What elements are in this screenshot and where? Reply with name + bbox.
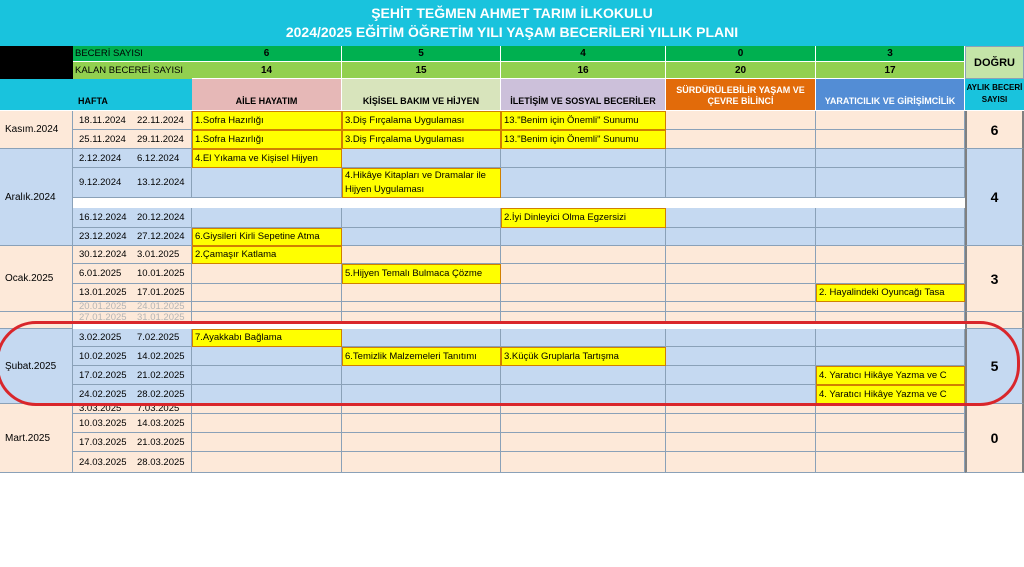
week-start: 24.03.2025	[79, 457, 127, 468]
activity-cell[interactable]: 6.Temizlik Malzemeleri Tanıtımı	[342, 347, 501, 366]
week-start: 17.03.2025	[79, 437, 127, 448]
empty-cell[interactable]	[666, 452, 816, 473]
activity-cell[interactable]: 2. Hayalindeki Oyuncağı Tasa	[816, 284, 965, 302]
empty-cell[interactable]	[666, 168, 816, 198]
empty-cell[interactable]	[666, 149, 816, 168]
empty-cell[interactable]	[666, 414, 816, 433]
empty-cell[interactable]	[342, 208, 501, 228]
activity-cell[interactable]: 5.Hijyen Temalı Bulmaca Çözme	[342, 264, 501, 284]
category-header[interactable]: KİŞİSEL BAKIM VE HİJYEN	[342, 79, 501, 110]
empty-cell[interactable]	[816, 452, 965, 473]
empty-cell[interactable]	[501, 414, 666, 433]
empty-cell[interactable]	[666, 246, 816, 264]
empty-cell[interactable]	[192, 347, 342, 366]
week-end: 14.02.2025	[137, 351, 185, 362]
week-dates	[73, 329, 192, 347]
week-dates	[73, 208, 192, 228]
week-start: 3.03.2025	[79, 404, 122, 414]
category-header[interactable]: SÜRDÜRÜLEBİLİR YAŞAM VE ÇEVRE BİLİNCİ	[666, 79, 816, 110]
week-start: 10.03.2025	[79, 418, 127, 429]
week-start: 24.02.2025	[79, 389, 127, 400]
empty-cell[interactable]	[666, 404, 816, 414]
activity-cell[interactable]: 2.Çamaşır Katlama	[192, 246, 342, 264]
corner-block	[0, 46, 73, 79]
empty-cell[interactable]	[192, 168, 342, 198]
category-remaining: 17	[816, 62, 965, 79]
category-count: 5	[342, 46, 501, 62]
activity-cell[interactable]: 4.Hikâye Kitapları ve Dramalar ile Hijyen Uygulaması	[342, 168, 501, 198]
empty-cell[interactable]	[816, 208, 965, 228]
monthly-count: 0	[965, 404, 1024, 473]
empty-cell[interactable]	[342, 329, 501, 347]
activity-cell[interactable]: 3.Diş Fırçalama Uygulaması	[342, 130, 501, 149]
empty-cell[interactable]	[192, 312, 342, 324]
category-count: 6	[192, 46, 342, 62]
empty-cell[interactable]	[501, 168, 666, 198]
week-dates	[73, 404, 192, 414]
week-dates	[73, 302, 192, 312]
monthly-count-gap	[965, 312, 1024, 329]
week-dates	[73, 366, 192, 385]
week-start: 10.02.2025	[79, 351, 127, 362]
activity-cell[interactable]: 7.Ayakkabı Bağlama	[192, 329, 342, 347]
monthly-count: 6	[965, 111, 1024, 149]
month-label: Mart.2025	[0, 404, 73, 473]
empty-cell[interactable]	[501, 228, 666, 246]
plan-title: 2024/2025 EĞİTİM ÖĞRETİM YILI YAŞAM BECERİLERİ YILLIK PLANI	[0, 24, 1024, 46]
empty-cell[interactable]	[816, 264, 965, 284]
week-end: 7.02.2025	[137, 332, 180, 343]
week-dates	[73, 385, 192, 404]
week-end: 20.12.2024	[137, 212, 185, 223]
empty-cell[interactable]	[666, 228, 816, 246]
category-remaining: 16	[501, 62, 666, 79]
empty-cell[interactable]	[816, 246, 965, 264]
empty-cell[interactable]	[342, 228, 501, 246]
school-title: ŞEHİT TEĞMEN AHMET TARIM İLKOKULU	[0, 0, 1024, 24]
empty-cell[interactable]	[666, 385, 816, 404]
activity-cell[interactable]: 3.Küçük Gruplarla Tartışma	[501, 347, 666, 366]
empty-cell[interactable]	[666, 302, 816, 312]
week-dates	[73, 452, 192, 473]
week-start: 25.11.2024	[79, 134, 126, 145]
empty-cell[interactable]	[666, 130, 816, 149]
label-beceri-sayisi: BECERİ SAYISI	[73, 46, 192, 62]
week-end: 28.02.2025	[137, 389, 185, 400]
empty-cell[interactable]	[501, 404, 666, 414]
week-dates	[73, 414, 192, 433]
week-dates	[73, 111, 192, 130]
week-end: 21.02.2025	[137, 370, 185, 381]
hafta-label: HAFTA	[78, 96, 108, 106]
category-remaining: 14	[192, 62, 342, 79]
label-kalan-beceri: KALAN BECEREİ SAYISI	[73, 62, 192, 79]
week-end: 22.11.2024	[137, 115, 184, 126]
empty-cell[interactable]	[342, 366, 501, 385]
empty-cell[interactable]	[342, 246, 501, 264]
empty-cell[interactable]	[816, 149, 965, 168]
week-start: 17.02.2025	[79, 370, 127, 381]
empty-cell[interactable]	[666, 433, 816, 452]
empty-cell[interactable]	[501, 246, 666, 264]
week-end: 10.01.2025	[137, 268, 185, 279]
empty-cell[interactable]	[501, 366, 666, 385]
week-end: 17.01.2025	[137, 287, 185, 298]
empty-cell[interactable]	[666, 111, 816, 130]
week-end: 21.03.2025	[137, 437, 185, 448]
empty-cell[interactable]	[666, 366, 816, 385]
empty-cell[interactable]	[816, 228, 965, 246]
activity-cell[interactable]: 4.El Yıkama ve Kişisel Hijyen	[192, 149, 342, 168]
category-remaining: 15	[342, 62, 501, 79]
week-start: 2.12.2024	[79, 153, 122, 164]
empty-cell[interactable]	[816, 414, 965, 433]
empty-cell[interactable]	[816, 404, 965, 414]
empty-cell[interactable]	[666, 312, 816, 324]
empty-cell[interactable]	[816, 312, 965, 324]
empty-cell[interactable]	[501, 149, 666, 168]
week-start: 16.12.2024	[79, 212, 127, 223]
empty-cell[interactable]	[501, 385, 666, 404]
empty-cell[interactable]	[192, 404, 342, 414]
empty-cell[interactable]	[501, 329, 666, 347]
empty-cell[interactable]	[501, 264, 666, 284]
empty-cell[interactable]	[501, 302, 666, 312]
week-end: 31.01.2025	[137, 312, 185, 323]
category-count: 4	[501, 46, 666, 62]
empty-cell[interactable]	[501, 312, 666, 324]
week-dates	[73, 264, 192, 284]
month-label: Kasım.2024	[0, 111, 73, 149]
activity-cell[interactable]: 1.Sofra Hazırlığı	[192, 130, 342, 149]
empty-cell[interactable]	[816, 111, 965, 130]
category-header[interactable]: YARATICILIK VE GİRİŞİMCİLİK	[816, 79, 965, 110]
month-label: Şubat.2025	[0, 329, 73, 404]
week-dates	[73, 246, 192, 264]
monthly-count: 5	[965, 329, 1024, 404]
week-start: 3.02.2025	[79, 332, 122, 343]
empty-cell[interactable]	[666, 347, 816, 366]
category-remaining: 20	[666, 62, 816, 79]
category-header[interactable]: AİLE HAYATIM	[192, 79, 342, 110]
dogru-header: DOĞRU	[965, 46, 1024, 79]
category-count: 0	[666, 46, 816, 62]
month-gap	[0, 312, 73, 329]
week-dates	[73, 228, 192, 246]
week-start: 13.01.2025	[79, 287, 127, 298]
monthly-count: 3	[965, 246, 1024, 312]
empty-cell[interactable]	[816, 130, 965, 149]
empty-cell[interactable]	[342, 433, 501, 452]
empty-cell[interactable]	[192, 264, 342, 284]
week-start: 30.12.2024	[79, 249, 127, 260]
activity-cell[interactable]: 3.Diş Fırçalama Uygulaması	[342, 111, 501, 130]
empty-cell[interactable]	[342, 404, 501, 414]
activity-cell[interactable]: 13."Benim için Önemli" Sunumu	[501, 130, 666, 149]
category-header[interactable]: İLETİŞİM VE SOSYAL BECERİLER	[501, 79, 666, 110]
activity-cell[interactable]: 4. Yaratıcı Hikâye Yazma ve C	[816, 385, 965, 404]
week-start: 20.01.2025	[79, 302, 127, 312]
empty-cell[interactable]	[342, 385, 501, 404]
empty-cell[interactable]	[342, 284, 501, 302]
week-end: 13.12.2024	[137, 177, 185, 188]
week-dates	[73, 130, 192, 149]
week-dates	[73, 347, 192, 366]
week-end: 7.03.2025	[137, 404, 180, 414]
empty-cell[interactable]	[816, 168, 965, 198]
empty-cell[interactable]	[192, 414, 342, 433]
week-end: 14.03.2025	[137, 418, 185, 429]
empty-cell[interactable]	[816, 329, 965, 347]
activity-cell[interactable]: 2.İyi Dinleyici Olma Egzersizi	[501, 208, 666, 228]
week-start: 9.12.2024	[79, 177, 122, 188]
empty-cell[interactable]	[192, 302, 342, 312]
empty-cell[interactable]	[666, 264, 816, 284]
empty-cell[interactable]	[666, 208, 816, 228]
empty-cell[interactable]	[192, 452, 342, 473]
empty-cell[interactable]	[342, 302, 501, 312]
week-start: 23.12.2024	[79, 231, 127, 242]
week-end: 28.03.2025	[137, 457, 185, 468]
empty-cell[interactable]	[666, 329, 816, 347]
activity-cell[interactable]: 13."Benim için Önemli" Sunumu	[501, 111, 666, 130]
week-end: 29.11.2024	[137, 134, 184, 145]
activity-cell[interactable]: 1.Sofra Hazırlığı	[192, 111, 342, 130]
empty-cell[interactable]	[342, 414, 501, 433]
week-dates	[73, 168, 192, 198]
empty-cell[interactable]	[192, 284, 342, 302]
activity-cell[interactable]: 4. Yaratıcı Hikâye Yazma ve C	[816, 366, 965, 385]
hafta-header	[0, 79, 192, 110]
empty-cell[interactable]	[501, 452, 666, 473]
empty-cell[interactable]	[192, 208, 342, 228]
week-end: 24.01.2025	[137, 302, 185, 312]
empty-cell[interactable]	[192, 366, 342, 385]
week-end: 27.12.2024	[137, 231, 185, 242]
empty-cell[interactable]	[501, 284, 666, 302]
empty-cell[interactable]	[192, 385, 342, 404]
monthly-count: 4	[965, 149, 1024, 246]
empty-cell[interactable]	[816, 347, 965, 366]
week-start: 6.01.2025	[79, 268, 122, 279]
month-label: Aralık.2024	[0, 149, 73, 246]
empty-cell[interactable]	[501, 433, 666, 452]
week-end: 3.01.2025	[137, 249, 180, 260]
empty-cell[interactable]	[342, 452, 501, 473]
week-end: 6.12.2024	[137, 153, 180, 164]
month-label: Ocak.2025	[0, 246, 73, 312]
empty-cell[interactable]	[666, 284, 816, 302]
week-dates	[73, 433, 192, 452]
aylik-header: AYLIK BECERİ SAYISI	[965, 79, 1024, 110]
week-start: 18.11.2024	[79, 115, 126, 126]
empty-cell[interactable]	[192, 433, 342, 452]
empty-cell[interactable]	[816, 302, 965, 312]
empty-cell[interactable]	[816, 433, 965, 452]
activity-cell[interactable]: 6.Giysileri Kirli Sepetine Atma	[192, 228, 342, 246]
week-dates	[73, 312, 192, 324]
category-count: 3	[816, 46, 965, 62]
empty-cell[interactable]	[342, 149, 501, 168]
empty-cell[interactable]	[342, 312, 501, 324]
week-start: 27.01.2025	[79, 312, 127, 323]
week-dates	[73, 149, 192, 168]
week-dates	[73, 284, 192, 302]
